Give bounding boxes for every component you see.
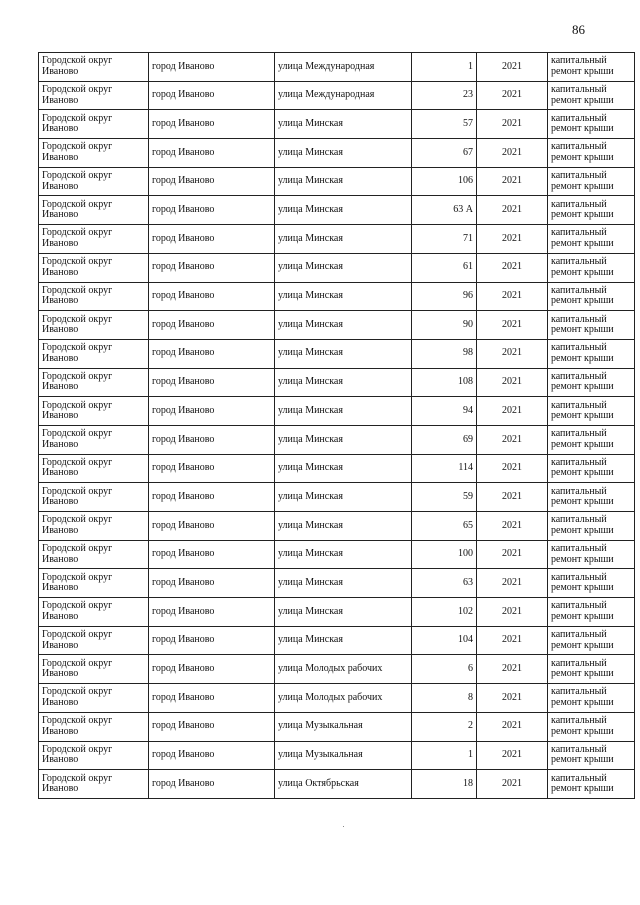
table-row [39, 712, 635, 741]
cell-street: улица Музыкальная [275, 712, 412, 741]
cell-work-type: капитальный ремонт крыши [548, 626, 635, 655]
cell-city: город Иваново [149, 425, 275, 454]
cell-city: город Иваново [149, 196, 275, 225]
cell-house-number: 1 [412, 53, 477, 82]
cell-city: город Иваново [149, 139, 275, 168]
cell-year: 2021 [477, 225, 548, 254]
cell-year: 2021 [477, 339, 548, 368]
table-row [39, 196, 635, 225]
cell-city: город Иваново [149, 655, 275, 684]
cell-house-number: 6 [412, 655, 477, 684]
cell-city: город Иваново [149, 225, 275, 254]
cell-okrug: Городской округ Иваново [39, 110, 149, 139]
cell-house-number: 18 [412, 770, 477, 799]
cell-year: 2021 [477, 540, 548, 569]
table-row [39, 540, 635, 569]
cell-street: улица Минская [275, 425, 412, 454]
table-row [39, 598, 635, 627]
cell-house-number: 94 [412, 397, 477, 426]
cell-street: улица Октябрьская [275, 770, 412, 799]
cell-house-number: 2 [412, 712, 477, 741]
cell-city: город Иваново [149, 53, 275, 82]
cell-street: улица Минская [275, 540, 412, 569]
cell-house-number: 61 [412, 253, 477, 282]
cell-year: 2021 [477, 598, 548, 627]
cell-year: 2021 [477, 512, 548, 541]
table-row [39, 569, 635, 598]
cell-house-number: 69 [412, 425, 477, 454]
table-row [39, 139, 635, 168]
cell-city: город Иваново [149, 368, 275, 397]
cell-street: улица Минская [275, 311, 412, 340]
cell-city: город Иваново [149, 483, 275, 512]
cell-okrug: Городской округ Иваново [39, 397, 149, 426]
cell-work-type: капитальный ремонт крыши [548, 598, 635, 627]
table-row [39, 483, 635, 512]
cell-street: улица Минская [275, 483, 412, 512]
cell-year: 2021 [477, 425, 548, 454]
cell-street: улица Минская [275, 110, 412, 139]
cell-work-type: капитальный ремонт крыши [548, 282, 635, 311]
cell-street: улица Музыкальная [275, 741, 412, 770]
cell-city: город Иваново [149, 569, 275, 598]
cell-year: 2021 [477, 626, 548, 655]
table-row [39, 770, 635, 799]
cell-city: город Иваново [149, 598, 275, 627]
cell-city: город Иваново [149, 311, 275, 340]
cell-work-type: капитальный ремонт крыши [548, 311, 635, 340]
cell-okrug: Городской округ Иваново [39, 454, 149, 483]
cell-city: город Иваново [149, 712, 275, 741]
cell-okrug: Городской округ Иваново [39, 225, 149, 254]
cell-work-type: капитальный ремонт крыши [548, 81, 635, 110]
table-row [39, 626, 635, 655]
cell-work-type: капитальный ремонт крыши [548, 339, 635, 368]
cell-street: улица Международная [275, 53, 412, 82]
cell-street: улица Минская [275, 512, 412, 541]
table-row [39, 225, 635, 254]
repair-register-table [38, 52, 635, 799]
table-row [39, 253, 635, 282]
cell-okrug: Городской округ Иваново [39, 712, 149, 741]
cell-house-number: 98 [412, 339, 477, 368]
cell-house-number: 59 [412, 483, 477, 512]
table-row [39, 53, 635, 82]
cell-work-type: капитальный ремонт крыши [548, 425, 635, 454]
cell-year: 2021 [477, 655, 548, 684]
cell-okrug: Городской округ Иваново [39, 655, 149, 684]
cell-work-type: капитальный ремонт крыши [548, 397, 635, 426]
cell-city: город Иваново [149, 339, 275, 368]
table-row [39, 684, 635, 713]
cell-street: улица Минская [275, 569, 412, 598]
cell-year: 2021 [477, 81, 548, 110]
cell-house-number: 65 [412, 512, 477, 541]
table-row [39, 110, 635, 139]
cell-okrug: Городской округ Иваново [39, 569, 149, 598]
cell-okrug: Городской округ Иваново [39, 339, 149, 368]
cell-city: город Иваново [149, 741, 275, 770]
cell-house-number: 108 [412, 368, 477, 397]
cell-year: 2021 [477, 53, 548, 82]
cell-house-number: 114 [412, 454, 477, 483]
cell-house-number: 8 [412, 684, 477, 713]
cell-year: 2021 [477, 282, 548, 311]
cell-okrug: Городской округ Иваново [39, 770, 149, 799]
cell-house-number: 63 А [412, 196, 477, 225]
cell-okrug: Городской округ Иваново [39, 598, 149, 627]
cell-okrug: Городской округ Иваново [39, 368, 149, 397]
cell-street: улица Минская [275, 167, 412, 196]
cell-okrug: Городской округ Иваново [39, 540, 149, 569]
cell-year: 2021 [477, 712, 548, 741]
cell-city: город Иваново [149, 770, 275, 799]
cell-okrug: Городской округ Иваново [39, 167, 149, 196]
cell-okrug: Городской округ Иваново [39, 684, 149, 713]
cell-year: 2021 [477, 684, 548, 713]
table-row [39, 741, 635, 770]
cell-house-number: 63 [412, 569, 477, 598]
cell-house-number: 71 [412, 225, 477, 254]
cell-city: город Иваново [149, 167, 275, 196]
cell-city: город Иваново [149, 684, 275, 713]
cell-okrug: Городской округ Иваново [39, 196, 149, 225]
cell-street: улица Минская [275, 139, 412, 168]
table-row [39, 282, 635, 311]
cell-okrug: Городской округ Иваново [39, 483, 149, 512]
cell-okrug: Городской округ Иваново [39, 512, 149, 541]
cell-okrug: Городской округ Иваново [39, 626, 149, 655]
cell-house-number: 106 [412, 167, 477, 196]
cell-okrug: Городской округ Иваново [39, 139, 149, 168]
cell-city: город Иваново [149, 253, 275, 282]
cell-street: улица Минская [275, 368, 412, 397]
cell-okrug: Городской округ Иваново [39, 282, 149, 311]
cell-street: улица Молодых рабочих [275, 655, 412, 684]
cell-okrug: Городской округ Иваново [39, 741, 149, 770]
table-row [39, 655, 635, 684]
cell-street: улица Минская [275, 397, 412, 426]
cell-year: 2021 [477, 770, 548, 799]
cell-city: город Иваново [149, 282, 275, 311]
table-row [39, 81, 635, 110]
cell-work-type: капитальный ремонт крыши [548, 196, 635, 225]
cell-street: улица Минская [275, 282, 412, 311]
cell-okrug: Городской округ Иваново [39, 425, 149, 454]
cell-year: 2021 [477, 139, 548, 168]
cell-work-type: капитальный ремонт крыши [548, 540, 635, 569]
cell-work-type: капитальный ремонт крыши [548, 569, 635, 598]
cell-year: 2021 [477, 454, 548, 483]
table-body [39, 53, 635, 799]
cell-year: 2021 [477, 196, 548, 225]
cell-work-type: капитальный ремонт крыши [548, 741, 635, 770]
page-number: 86 [572, 22, 585, 37]
cell-city: город Иваново [149, 81, 275, 110]
cell-year: 2021 [477, 311, 548, 340]
cell-city: город Иваново [149, 454, 275, 483]
cell-work-type: капитальный ремонт крыши [548, 770, 635, 799]
cell-city: город Иваново [149, 540, 275, 569]
cell-city: город Иваново [149, 110, 275, 139]
cell-city: город Иваново [149, 397, 275, 426]
cell-street: улица Минская [275, 339, 412, 368]
table-row [39, 512, 635, 541]
table-row [39, 425, 635, 454]
cell-street: улица Минская [275, 196, 412, 225]
cell-house-number: 67 [412, 139, 477, 168]
scan-speck [343, 826, 344, 827]
table-row [39, 167, 635, 196]
cell-street: улица Минская [275, 598, 412, 627]
cell-work-type: капитальный ремонт крыши [548, 225, 635, 254]
cell-house-number: 57 [412, 110, 477, 139]
cell-okrug: Городской округ Иваново [39, 253, 149, 282]
cell-work-type: капитальный ремонт крыши [548, 110, 635, 139]
cell-street: улица Минская [275, 626, 412, 655]
cell-house-number: 100 [412, 540, 477, 569]
cell-street: улица Минская [275, 454, 412, 483]
table-row [39, 454, 635, 483]
table-row [39, 339, 635, 368]
cell-year: 2021 [477, 110, 548, 139]
cell-street: улица Международная [275, 81, 412, 110]
cell-work-type: капитальный ремонт крыши [548, 684, 635, 713]
cell-work-type: капитальный ремонт крыши [548, 483, 635, 512]
table-row [39, 311, 635, 340]
cell-okrug: Городской округ Иваново [39, 311, 149, 340]
cell-work-type: капитальный ремонт крыши [548, 655, 635, 684]
cell-year: 2021 [477, 569, 548, 598]
table-row [39, 397, 635, 426]
cell-house-number: 23 [412, 81, 477, 110]
cell-year: 2021 [477, 368, 548, 397]
cell-work-type: капитальный ремонт крыши [548, 53, 635, 82]
cell-work-type: капитальный ремонт крыши [548, 512, 635, 541]
cell-house-number: 102 [412, 598, 477, 627]
cell-work-type: капитальный ремонт крыши [548, 712, 635, 741]
cell-house-number: 90 [412, 311, 477, 340]
cell-okrug: Городской округ Иваново [39, 81, 149, 110]
cell-street: улица Минская [275, 253, 412, 282]
cell-okrug: Городской округ Иваново [39, 53, 149, 82]
cell-city: город Иваново [149, 512, 275, 541]
cell-street: улица Молодых рабочих [275, 684, 412, 713]
cell-year: 2021 [477, 741, 548, 770]
cell-work-type: капитальный ремонт крыши [548, 167, 635, 196]
cell-house-number: 1 [412, 741, 477, 770]
cell-work-type: капитальный ремонт крыши [548, 368, 635, 397]
cell-city: город Иваново [149, 626, 275, 655]
cell-year: 2021 [477, 397, 548, 426]
cell-street: улица Минская [275, 225, 412, 254]
cell-house-number: 104 [412, 626, 477, 655]
cell-year: 2021 [477, 167, 548, 196]
cell-year: 2021 [477, 253, 548, 282]
cell-year: 2021 [477, 483, 548, 512]
table-row [39, 368, 635, 397]
cell-house-number: 96 [412, 282, 477, 311]
cell-work-type: капитальный ремонт крыши [548, 454, 635, 483]
cell-work-type: капитальный ремонт крыши [548, 253, 635, 282]
cell-work-type: капитальный ремонт крыши [548, 139, 635, 168]
